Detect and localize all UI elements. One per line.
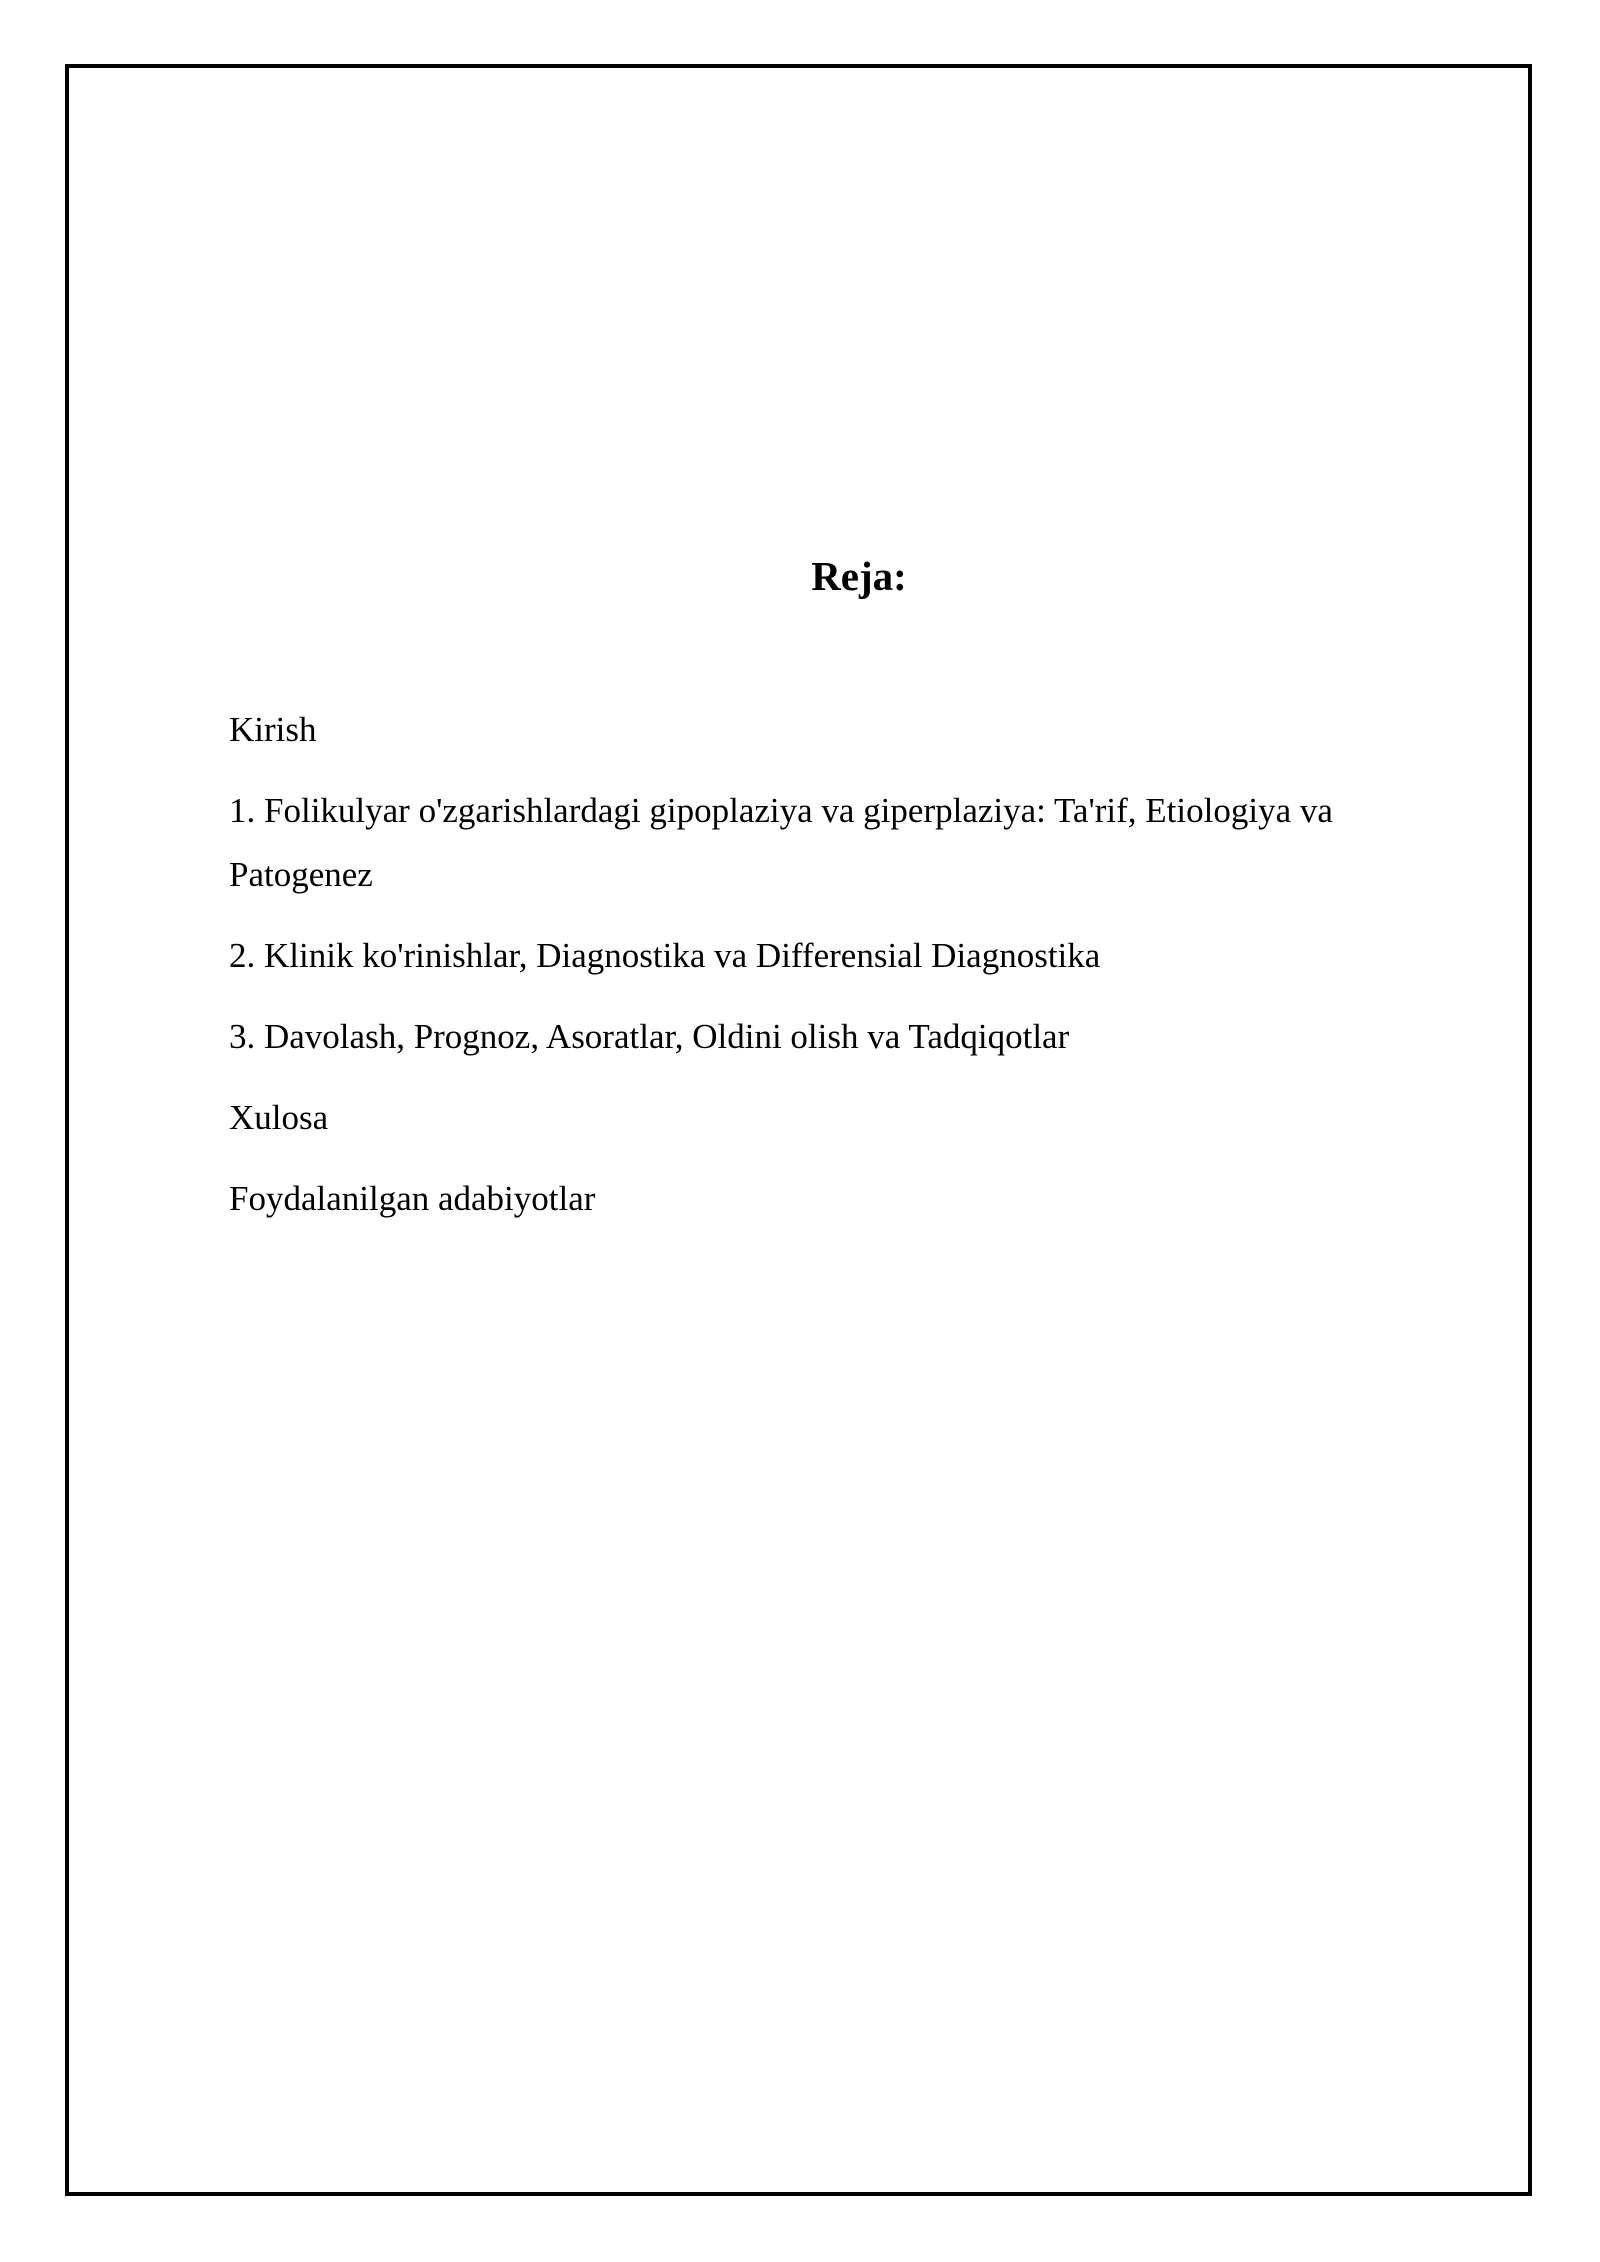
toc-item-chapter-2: 2. Klinik ko'rinishlar, Diagnostika va Differensial Diagnostika <box>229 936 1101 975</box>
table-of-contents <box>229 698 1459 1248</box>
toc-item-chapter-3: 3. Davolash, Prognoz, Asoratlar, Oldini olish va Tadqiqotlar <box>229 1017 1070 1056</box>
toc-item-conclusion: Xulosa <box>229 1098 329 1137</box>
page-title: Reja: <box>811 553 907 599</box>
toc-item-introduction: Kirish <box>229 710 317 749</box>
toc-item-references: Foydalanilgan adabiyotlar <box>229 1179 596 1218</box>
toc-item-chapter-1: 1. Folikulyar o'zgarishlardagi gipoplaziya va giperplaziya: Ta'rif, Etiologiya va Patogenez <box>229 791 1333 894</box>
